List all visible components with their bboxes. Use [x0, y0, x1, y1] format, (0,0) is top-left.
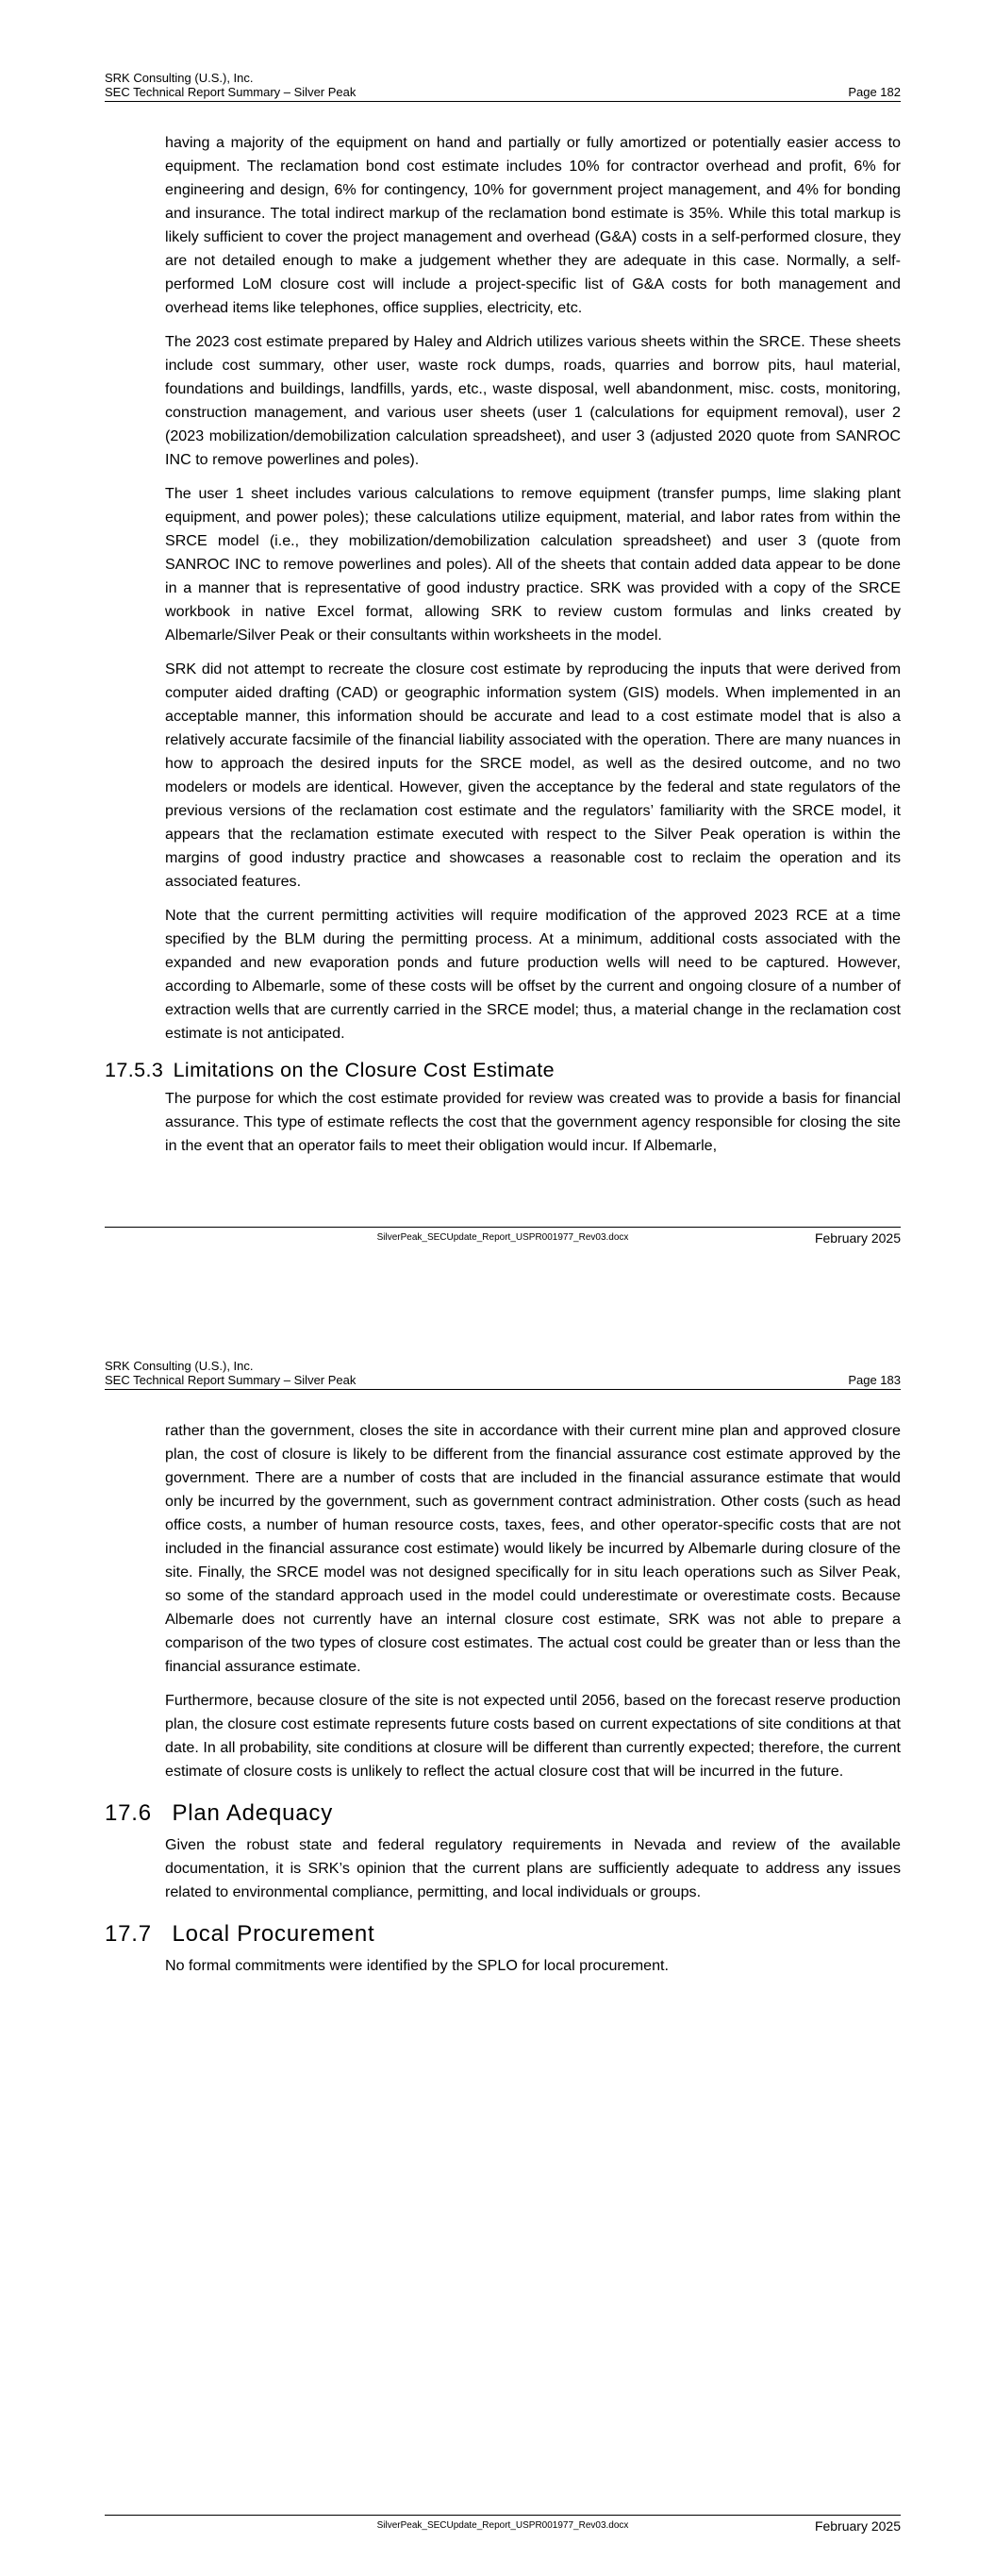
page-footer	[105, 2515, 901, 2540]
footer-date: February 2025	[814, 2518, 901, 2534]
section-number: 17.6	[105, 1800, 152, 1826]
page-number: Page 182	[848, 85, 901, 99]
paragraph: The purpose for which the cost estimate provided for review was created was to provide a basis for financial assurance. This type of estimate reflects the cost that the government agency responsible for closing the site in the event that an operator fails to meet their obligation would incur. If Albemarle,	[165, 1090, 901, 1154]
paragraph: SRK did not attempt to recreate the closure cost estimate by reproducing the inputs that were derived from computer aided drafting (CAD) or geographic information system (GIS) models. When implemented in an acceptable manner, this information should be accurate and lead to a cost estimate model that is also a relatively accurate facsimile of the financial liability associated with the operation. There are many nuances in how to approach the desired inputs for the SRCE model, as well as the desired outcome, and no two modelers or models are identical. However, given the acceptance by the federal and state regulators of the previous versions of the reclamation cost estimate and the regulators’ familiarity with the SRCE model, it appears that the reclamation estimate executed with respect to the Silver Peak operation is within the margins of good industry practice and showcases a reasonable cost to reclaim the operation and its associated features.	[165, 661, 901, 890]
page-footer	[105, 1227, 901, 1252]
section-number: 17.5.3	[105, 1059, 164, 1081]
section-heading	[105, 1056, 901, 1084]
company-name: SRK Consulting (U.S.), Inc.	[105, 71, 254, 85]
report-title: SEC Technical Report Summary – Silver Peak	[105, 1373, 357, 1387]
page-body	[105, 1419, 901, 1988]
footer-filename: SilverPeak_SECUpdate_Report_USPR001977_Rev03.docx	[376, 2520, 629, 2531]
company-name: SRK Consulting (U.S.), Inc.	[105, 1359, 254, 1373]
page-number: Page 183	[848, 1373, 901, 1387]
paragraph: The 2023 cost estimate prepared by Haley and Aldrich utilizes various sheets within the SRCE. These sheets include cost summary, other user, waste rock dumps, roads, quarries and borrow pits, haul material, foundations and buildings, landfills, yards, etc., waste disposal, well abandonment, misc. costs, monitoring, construction management, and various user sheets (user 1 (calculations for equipment removal), user 2 (2023 mobilization/demobilization calculation spreadsheet), and user 3 (adjusted 2020 quote from SANROC INC to remove powerlines and poles).	[165, 333, 901, 468]
footer-filename: SilverPeak_SECUpdate_Report_USPR001977_Rev03.docx	[376, 1232, 629, 1243]
section-title: Local Procurement	[172, 1921, 375, 1947]
section-heading	[105, 1919, 901, 1949]
paragraph: Note that the current permitting activities will require modification of the approved 2023 RCE at a time specified by the BLM during the permitting process. At a minimum, additional costs associated with the expanded and new evaporation ponds and future production wells will need to be captured. However, according to Albemarle, some of these costs will be offset by the current and ongoing closure of a number of extraction wells that are currently carried in the SRCE model; thus, a material change in the reclamation cost estimate is not anticipated.	[165, 907, 901, 1042]
paragraph: rather than the government, closes the site in accordance with their current mine plan and approved closure plan, the cost of closure is likely to be different from the financial assurance cost estimate approved by the government. There are a number of costs that are included in the financial assurance estimate that would only be incurred by the government, such as government contract administration. Other costs (such as head office costs, a number of human resource costs, taxes, fees, and other operator-specific costs that are not included in the financial assurance cost estimate) would likely be incurred by Albemarle during closure of the site. Finally, the SRCE model was not designed specifically for in situ leach operations such as Silver Peak, so some of the standard approach used in the model could underestimate or overestimate costs. Because Albemarle does not currently have an internal closure cost estimate, SRK was not able to prepare a comparison of the two types of closure cost estimates. The actual cost could be greater than or less than the financial assurance estimate.	[165, 1422, 901, 1675]
document-page	[0, 1288, 995, 2576]
paragraph: Given the robust state and federal regulatory requirements in Nevada and review of the available documentation, it is SRK’s opinion that the current plans are sufficiently adequate to address any issues related to environmental compliance, permitting, and local individuals or groups.	[165, 1836, 901, 1900]
paragraph: having a majority of the equipment on hand and partially or fully amortized or potentially easier access to equipment. The reclamation bond cost estimate includes 10% for contractor overhead and profit, 6% for engineering and design, 6% for contingency, 10% for government project management, and 4% for bonding and insurance. The total indirect markup of the reclamation bond estimate is 35%. While this total markup is likely sufficient to cover the project management and overhead (G&A) costs in a self-performed closure, they are not detailed enough to make a judgement whether they are adequate in this case. Normally, a self-performed LoM closure cost will include a project-specific list of G&A costs for both management and overhead items like telephones, office supplies, electricity, etc.	[165, 134, 901, 316]
paragraph: The user 1 sheet includes various calculations to remove equipment (transfer pumps, lime slaking plant equipment, and power poles); these calculations utilize equipment, material, and labor rates from within the SRCE model (i.e., they mobilization/demobilization calculation spreadsheet) and user 3 (quote from SANROC INC to remove powerlines and poles). All of the sheets that contain added data appear to be done in a manner that is representative of good industry practice. SRK was provided with a copy of the SRCE workbook in native Excel format, allowing SRK to review custom formulas and links created by Albemarle/Silver Peak or their consultants within worksheets in the model.	[165, 485, 901, 644]
paragraph: No formal commitments were identified by the SPLO for local procurement.	[165, 1957, 669, 1974]
footer-date: February 2025	[814, 1230, 901, 1246]
page-body	[105, 131, 901, 1168]
section-number: 17.7	[105, 1921, 152, 1947]
section-title: Limitations on the Closure Cost Estimate	[173, 1059, 555, 1081]
page-header	[105, 71, 901, 102]
section-title: Plan Adequacy	[172, 1800, 333, 1826]
page-header	[105, 1359, 901, 1390]
report-title: SEC Technical Report Summary – Silver Peak	[105, 85, 357, 99]
paragraph: Furthermore, because closure of the site is not expected until 2056, based on the forecast reserve production plan, the closure cost estimate represents future costs based on current expectations of site conditions at that date. In all probability, site conditions at closure will be different than currently expected; therefore, the current estimate of closure costs is unlikely to reflect the actual closure cost that will be incurred in the future.	[165, 1692, 901, 1780]
section-heading	[105, 1798, 901, 1829]
